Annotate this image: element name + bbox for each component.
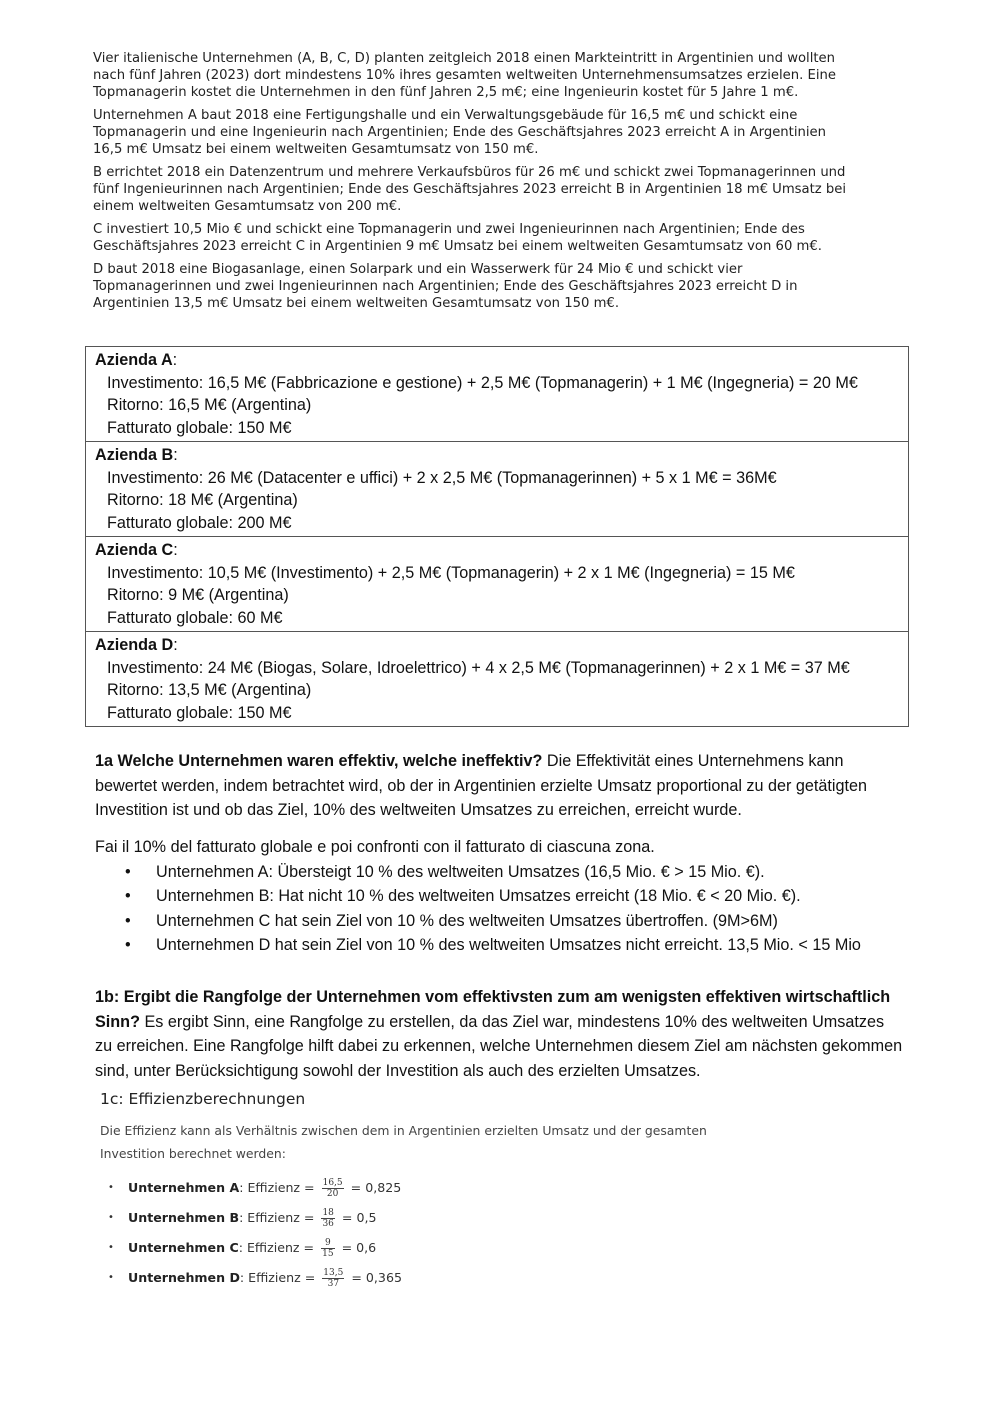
company-investment: Investimento: 10,5 M€ (Investimento) + 2,5 M€ (Topmanagerin) + 2 x 1 M€ (Ingegneria) = 15 M€ — [107, 563, 795, 582]
intro-text — [93, 50, 853, 318]
list-item: • Unternehmen A: Effizienz = $\frac{16,5}{20}$ = 0,825 — [100, 1173, 720, 1203]
section-1a — [95, 749, 905, 823]
list-item: • Unternehmen C hat sein Ziel von 10 % des weltweiten Umsatzes übertroffen. (9M>6M) — [95, 909, 905, 934]
company-revenue: Fatturato globale: 200 M€ — [107, 513, 292, 532]
efficiency-title: 1c: Effizienzberechnungen — [100, 1090, 306, 1108]
company-return: Ritorno: 13,5 M€ (Argentina) — [107, 681, 312, 699]
effectiveness-list — [95, 860, 905, 958]
list-item: • Unternehmen C: Effizienz = $\frac{9}{15}$ = 0,6 — [100, 1233, 720, 1263]
question-1a-title: 1a Welche Unternehmen waren effektiv, welche ineffektiv? — [95, 752, 543, 770]
efficiency-screenshot — [100, 1090, 720, 1293]
bullet-icon: • — [125, 936, 131, 954]
company-return: Ritorno: 9 M€ (Argentina) — [107, 586, 289, 604]
company-return: Ritorno: 16,5 M€ (Argentina) — [107, 396, 312, 414]
efficiency-list — [100, 1173, 720, 1293]
answer-hint: Fai il 10% del fatturato globale e poi confronti con il fatturato di ciascuna zona. — [95, 838, 655, 856]
company-investment: Investimento: 26 M€ (Datacenter e uffici) + 2 x 2,5 M€ (Topmanagerinnen) + 5 x 1 M€ = 36M€ — [107, 468, 777, 487]
companies-table — [85, 346, 909, 727]
bullet-icon: • — [125, 911, 131, 930]
company-revenue: Fatturato globale: 150 M€ — [107, 703, 292, 722]
list-item: • Unternehmen D: Effizienz = $\frac{13,5}{37}$ = 0,365 — [100, 1263, 720, 1293]
bullet-icon: • — [108, 1242, 114, 1253]
intro-paragraph: Unternehmen A baut 2018 eine Fertigungshalle und ein Verwaltungsgebäude für 16,5 m€ und schickt eine Topmanagerin und eine Ingenieurin nach Argentinien; Ende des Geschäftsjahres 2023 erreicht A in Argentinien 16,5 m€ Umsatz bei einem weltweiten Gesamtumsatz von 150 m€. — [93, 108, 826, 157]
intro-paragraph: C investiert 10,5 Mio € und schickt eine Topmanagerin und zwei Ingenieurinnen nach Argentinien; Ende des Geschäftsjahres 2023 erreicht C in Argentinien 9 m€ Umsatz bei einem weltweiten Gesamtumsatz von 60 m€. — [93, 222, 822, 254]
section-1b — [95, 985, 905, 1083]
list-item: • Unternehmen A: Übersteigt 10 % des weltweiten Umsatzes (16,5 Mio. € > 15 Mio. €). — [95, 860, 905, 885]
fraction: $\frac{9}{15}$ — [322, 1238, 334, 1259]
company-investment: Investimento: 24 M€ (Biogas, Solare, Idroelettrico) + 4 x 2,5 M€ (Topmanagerinnen) + 2 x 1 M€ = 37 M€ — [107, 658, 850, 677]
company-cell-c: Azienda C: Investimento: 10,5 M€ (Investimento) + 2,5 M€ (Topmanagerin) + 2 x 1 M€ (Ingegneria) = 15 M€ Ritorno: 9 M€ (Argentina) Fatturato globale: 60 M€ — [86, 536, 908, 631]
company-name: Azienda B — [95, 446, 174, 464]
intro-paragraph: Vier italienische Unternehmen (A, B, C, D) planten zeitgleich 2018 einen Markteintritt in Argentinien und wollten nach fünf Jahren (2023) dort mindestens 10% ihres gesamten weltweiten Unternehmensumsatzes erzielen. Eine Topmanagerin kostet die Unternehmen in den fünf Jahren 2,5 m€; eine Ingenieurin kostet für 5 Jahre 1 m€. — [93, 51, 836, 100]
company-revenue: Fatturato globale: 150 M€ — [107, 418, 292, 437]
bullet-icon: • — [108, 1272, 114, 1283]
company-name: Azienda C — [95, 541, 174, 559]
company-revenue: Fatturato globale: 60 M€ — [107, 608, 283, 627]
section-1a-answer — [95, 835, 905, 958]
efficiency-description: Die Effizienz kann als Verhältnis zwischen dem in Argentinien erzielten Umsatz und der gesamten Investition berechnet werden: — [100, 1123, 707, 1161]
company-cell-b: Azienda B: Investimento: 26 M€ (Datacenter e uffici) + 2 x 2,5 M€ (Topmanagerinnen) + 5 x 1 M€ = 36M€ Ritorno: 18 M€ (Argentina) Fatturato globale: 200 M€ — [86, 441, 908, 536]
bullet-icon: • — [108, 1212, 114, 1223]
company-name: Azienda D — [95, 636, 174, 654]
fraction: $\frac{18}{36}$ — [322, 1208, 334, 1229]
company-cell-d: Azienda D: Investimento: 24 M€ (Biogas, Solare, Idroelettrico) + 4 x 2,5 M€ (Topmanagerinnen) + 2 x 1 M€ = 37 M€ Ritorno: 13,5 M€ (Argentina) Fatturato globale: 150 M€ — [86, 631, 908, 726]
bullet-icon: • — [125, 887, 131, 905]
question-1b-title: 1b: Ergibt die Rangfolge der Unternehmen vom effektivsten zum am wenigsten effektiven wirtschaftlich Sinn? — [95, 988, 891, 1031]
list-item: • Unternehmen D hat sein Ziel von 10 % des weltweiten Umsatzes nicht erreicht. 13,5 Mio. < 15 Mio — [95, 933, 905, 958]
company-name: Azienda A — [95, 351, 173, 369]
question-1a — [95, 749, 905, 823]
list-item: • Unternehmen B: Effizienz = $\frac{18}{36}$ = 0,5 — [100, 1203, 720, 1233]
fraction: $\frac{13,5}{37}$ — [323, 1268, 344, 1289]
bullet-icon: • — [108, 1182, 114, 1193]
intro-paragraph: D baut 2018 eine Biogasanlage, einen Solarpark und ein Wasserwerk für 24 Mio € und schickt vier Topmanagerinnen und zwei Ingenieurinnen nach Argentinien; Ende des Geschäftsjahres 2023 erreicht D in Argentinien 13,5 m€ Umsatz bei einem weltweiten Gesamtumsatz von 150 m€. — [93, 262, 798, 311]
fraction: $\frac{16,5}{20}$ — [322, 1178, 343, 1199]
question-1b-text: Es ergibt Sinn, eine Rangfolge zu erstellen, da das Ziel war, mindestens 10% des weltweiten Umsatzes zu erreichen. Eine Rangfolge hilft dabei zu erkennen, welche Unternehmen diesem Ziel am nächsten gekommen sind, unter Berücksichtigung sowohl der Investition als auch des erzielten Umsatzes. — [95, 1012, 903, 1080]
question-1b — [95, 985, 905, 1083]
bullet-icon: • — [125, 862, 131, 881]
intro-paragraph: B errichtet 2018 ein Datenzentrum und mehrere Verkaufsbüros für 26 m€ und schickt zwei Topmanagerinnen und fünf Ingenieurinnen nach Argentinien; Ende des Geschäftsjahres 2023 erreicht B in Argentinien 18 m€ Umsatz bei einem weltweiten Gesamtumsatz von 200 m€. — [93, 165, 847, 214]
company-return: Ritorno: 18 M€ (Argentina) — [107, 491, 298, 509]
question-1a-text: Die Effektivität eines Unternehmens kann bewertet werden, indem betrachtet wird, ob der in Argentinien erzielte Umsatz proportional zu der getätigten Investition ist und ob das Ziel, 10% des weltweiten Umsatzes zu erreichen, erreicht wurde. — [95, 752, 868, 819]
company-cell-a: Azienda A: Investimento: 16,5 M€ (Fabbricazione e gestione) + 2,5 M€ (Topmanagerin) + 1 M€ (Ingegneria) = 20 M€ Ritorno: 16,5 M€ (Argentina) Fatturato globale: 150 M€ — [86, 347, 908, 441]
list-item: • Unternehmen B: Hat nicht 10 % des weltweiten Umsatzes erreicht (18 Mio. € < 20 Mio. €). — [95, 884, 905, 909]
company-investment: Investimento: 16,5 M€ (Fabbricazione e gestione) + 2,5 M€ (Topmanagerin) + 1 M€ (Ingegneria) = 20 M€ — [107, 373, 858, 392]
